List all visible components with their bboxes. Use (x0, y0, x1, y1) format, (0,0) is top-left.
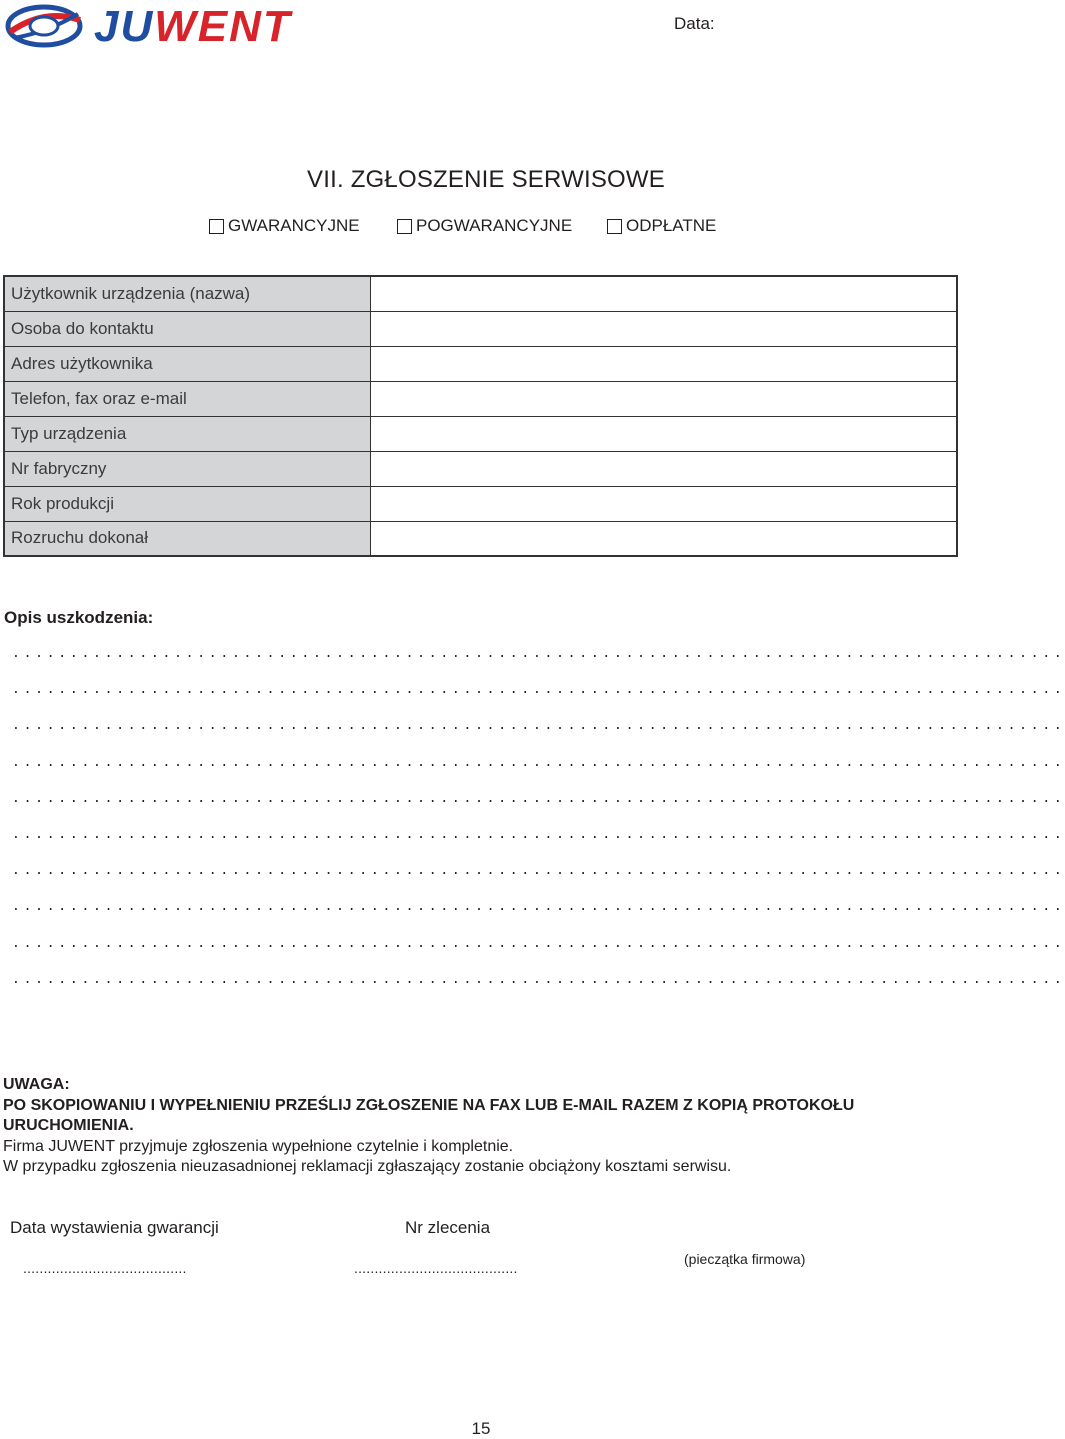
info-row-label: Osoba do kontaktu (4, 311, 370, 346)
info-row (4, 451, 957, 486)
warranty-date-field[interactable]: ........................................ (23, 1260, 187, 1276)
warranty-date-label: Data wystawienia gwarancji (10, 1218, 219, 1237)
description-line[interactable]: ........................................................................................... (12, 899, 1065, 915)
option-label: ODPŁATNE (626, 216, 717, 235)
info-row-value-field[interactable] (370, 276, 957, 311)
info-row-label: Telefon, fax oraz e-mail (4, 381, 370, 416)
info-row (4, 486, 957, 521)
description-line[interactable]: ........................................................................................... (12, 754, 1065, 770)
notice-heading: UWAGA: (3, 1076, 70, 1093)
info-row-value-field[interactable] (370, 486, 957, 521)
info-row-label: Użytkownik urządzenia (nazwa) (4, 276, 370, 311)
option-odplatne[interactable] (607, 216, 716, 236)
page-title: VII. ZGŁOSZENIE SERWISOWE (307, 166, 665, 193)
notice-line-1: Firma JUWENT przyjmuje zgłoszenia wypełnione czytelnie i kompletnie. (3, 1137, 514, 1155)
device-info-table (3, 275, 958, 557)
order-number-field[interactable]: ........................................ (354, 1260, 518, 1276)
info-row (4, 521, 957, 556)
info-row (4, 346, 957, 381)
description-line[interactable]: ........................................................................................... (12, 863, 1065, 879)
description-label: Opis uszkodzenia: (4, 608, 154, 627)
info-row-value-field[interactable] (370, 416, 957, 451)
description-line[interactable]: ........................................................................................... (12, 935, 1065, 951)
info-row-value-field[interactable] (370, 451, 957, 486)
info-row-value-field[interactable] (370, 311, 957, 346)
order-number-label: Nr zlecenia (405, 1218, 491, 1237)
description-line[interactable]: ........................................................................................... (12, 971, 1065, 987)
company-stamp-label: (pieczątka firmowa) (684, 1251, 806, 1267)
option-pogwarancyjne[interactable] (397, 216, 572, 236)
info-row-value-field[interactable] (370, 346, 957, 381)
option-gwarancyjne[interactable] (209, 216, 360, 236)
option-label: GWARANCYJNE (228, 216, 360, 235)
logo-text: JUWENT (94, 2, 292, 51)
info-row-label: Rozruchu dokonał (4, 521, 370, 556)
option-label: POGWARANCYJNE (416, 216, 573, 235)
description-line[interactable]: ........................................................................................... (12, 790, 1065, 806)
description-line[interactable]: ........................................................................................... (12, 682, 1065, 698)
description-area[interactable] (12, 643, 1065, 1005)
description-line[interactable]: ........................................................................................... (12, 646, 1065, 661)
info-row (4, 416, 957, 451)
checkbox[interactable] (209, 219, 224, 234)
service-type-options (0, 216, 960, 238)
info-row-label: Rok produkcji (4, 486, 370, 521)
description-line[interactable]: ........................................................................................... (12, 718, 1065, 734)
info-row-value-field[interactable] (370, 381, 957, 416)
info-row-label: Nr fabryczny (4, 451, 370, 486)
info-row-label: Typ urządzenia (4, 416, 370, 451)
description-line[interactable]: ........................................................................................... (12, 826, 1065, 842)
page-number: 15 (471, 1419, 491, 1438)
notice-line-2: W przypadku zgłoszenia nieuzasadnionej reklamacji zgłaszający zostanie obciążony kosztami serwisu. (3, 1158, 732, 1175)
juwent-logo (4, 2, 376, 50)
info-row (4, 276, 957, 311)
info-row (4, 311, 957, 346)
checkbox[interactable] (607, 219, 622, 234)
info-row (4, 381, 957, 416)
notice-block (3, 1075, 958, 1178)
notice-bold-text: PO SKOPIOWANIU I WYPEŁNIENIU PRZEŚLIJ ZGŁOSZENIE NA FAX LUB E-MAIL RAZEM Z KOPIĄ PROTOKOŁU URUCHOMIENIA. (3, 1096, 855, 1134)
date-label: Data: (674, 14, 715, 33)
info-row-label: Adres użytkownika (4, 346, 370, 381)
info-row-value-field[interactable] (370, 521, 957, 556)
globe-icon (8, 7, 80, 45)
checkbox[interactable] (397, 219, 412, 234)
